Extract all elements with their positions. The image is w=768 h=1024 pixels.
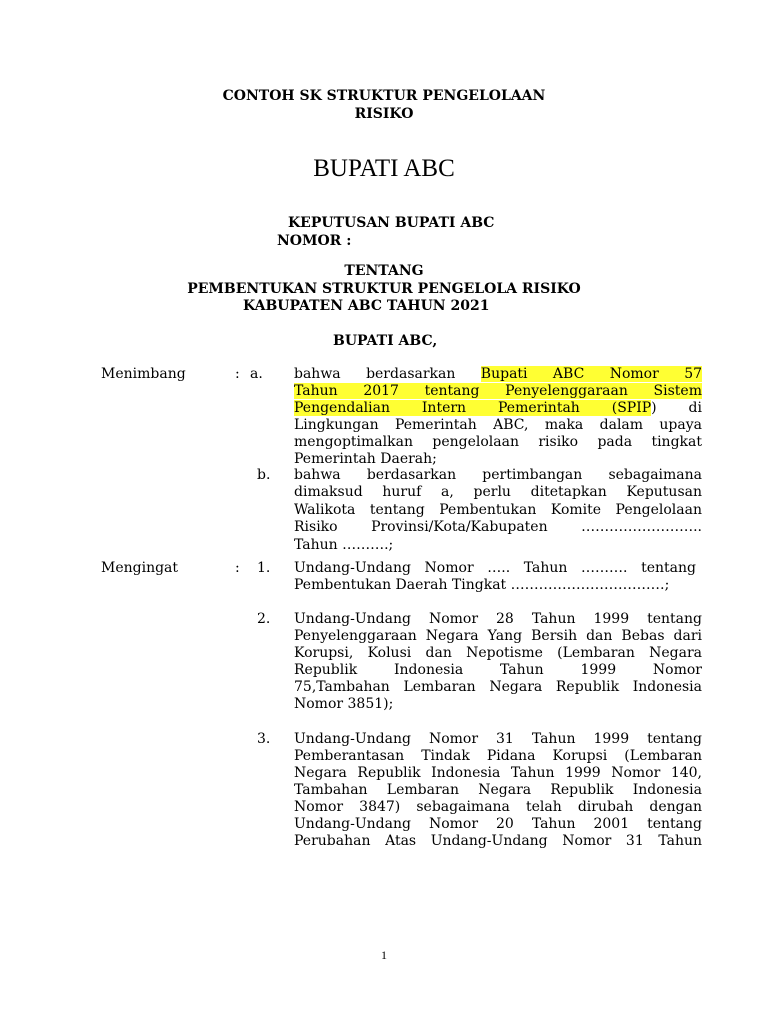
- mengingat-item-3: [294, 731, 702, 850]
- menimbang-label: Menimbang: [101, 366, 186, 382]
- menimbang-b-line-3: Walikota tentang Pembentukan Komite Pengelolaan: [294, 501, 702, 518]
- menimbang-colon: :: [235, 366, 240, 382]
- mengingat-marker-3: 3.: [257, 731, 271, 747]
- menimbang-a-line-2: [294, 383, 702, 400]
- highlighted-reference: Bupati ABC Nomor 57: [480, 366, 703, 382]
- mengingat-3-line-2: Pemberantasan Tindak Pidana Korupsi (Lembaran: [294, 748, 702, 764]
- menimbang-marker-b: b.: [257, 467, 271, 483]
- menimbang-a-line-3: Pengendalian Intern Pemerintah (SPIP) di: [294, 400, 702, 416]
- mengingat-3-line-5: Nomor 3847) sebagaimana telah dirubah dengan: [294, 799, 702, 815]
- menimbang-b-line-5: Tahun ……….;: [294, 536, 394, 553]
- heading-line-2: RISIKO: [354, 106, 414, 122]
- menimbang-marker-a: a.: [250, 366, 263, 382]
- heading-line-1: CONTOH SK STRUKTUR PENGELOLAAN: [222, 88, 546, 104]
- menimbang-b-line-4: Risiko Provinsi/Kota/Kabupaten ……………………..: [294, 519, 702, 536]
- menimbang-a-line-6: Pemerintah Daerah;: [294, 451, 437, 467]
- mengingat-3-line-1: Undang-Undang Nomor 31 Tahun 1999 tentang: [294, 731, 702, 747]
- mengingat-item-2: [294, 611, 702, 713]
- mengingat-2-line-2: Penyelenggaraan Negara Yang Bersih dan Bebas dari: [294, 628, 702, 644]
- mengingat-item-1: [294, 560, 696, 594]
- menimbang-a-line-4: Lingkungan Pemerintah ABC, maka dalam upaya: [294, 417, 702, 433]
- highlighted-reference: Pengendalian Intern Pemerintah (SPIP: [294, 400, 652, 416]
- mengingat-2-line-5: 75,Tambahan Lembaran Negara Republik Indonesia: [294, 679, 702, 695]
- mengingat-label: Mengingat: [101, 560, 179, 576]
- mengingat-3-line-6: Undang-Undang Nomor 20 Tahun 2001 tentang: [294, 816, 702, 832]
- about-heading: TENTANG: [344, 263, 424, 279]
- issuer-salutation: BUPATI ABC,: [333, 333, 438, 349]
- subject-line-2: KABUPATEN ABC TAHUN 2021: [243, 298, 490, 314]
- mengingat-2-line-6: Nomor 3851);: [294, 696, 394, 712]
- mengingat-2-line-4: Republik Indonesia Tahun 1999 Nomor: [294, 662, 702, 678]
- subject-line-1: PEMBENTUKAN STRUKTUR PENGELOLA RISIKO: [187, 281, 581, 297]
- decree-number: NOMOR :: [277, 233, 352, 249]
- decree-title: KEPUTUSAN BUPATI ABC: [288, 215, 495, 231]
- menimbang-item-a: [294, 366, 702, 468]
- mengingat-colon: :: [235, 560, 240, 576]
- mengingat-1-line-2: Pembentukan Daerah Tingkat ……………………………;: [294, 577, 670, 593]
- issuer-title: BUPATI ABC: [313, 155, 455, 182]
- mengingat-1-line-1: Undang-Undang Nomor ….. Tahun ………. tentang: [294, 560, 696, 576]
- mengingat-marker-2: 2.: [257, 611, 271, 627]
- menimbang-item-b: [294, 467, 702, 554]
- mengingat-3-line-3: Negara Republik Indonesia Tahun 1999 Nomor 140,: [294, 765, 702, 781]
- mengingat-marker-1: 1.: [257, 560, 271, 576]
- page-number: 1: [381, 948, 387, 962]
- menimbang-b-line-2: dimaksud huruf a, perlu ditetapkan Keputusan: [294, 484, 702, 501]
- mengingat-2-line-1: Undang-Undang Nomor 28 Tahun 1999 tentang: [294, 611, 702, 627]
- menimbang-a-line-1: bahwa berdasarkan Bupati ABC Nomor 57: [294, 366, 703, 382]
- menimbang-b-line-1: bahwa berdasarkan pertimbangan sebagaimana: [294, 467, 702, 483]
- mengingat-3-line-7: Perubahan Atas Undang-Undang Nomor 31 Tahun: [294, 833, 702, 849]
- menimbang-a-line-5: mengoptimalkan pengelolaan risiko pada tingkat: [294, 434, 702, 450]
- highlighted-reference: Tahun 2017 tentang Penyelenggaraan Sistem: [294, 383, 702, 399]
- mengingat-2-line-3: Korupsi, Kolusi dan Nepotisme (Lembaran Negara: [294, 645, 702, 661]
- mengingat-3-line-4: Tambahan Lembaran Negara Republik Indonesia: [294, 782, 702, 798]
